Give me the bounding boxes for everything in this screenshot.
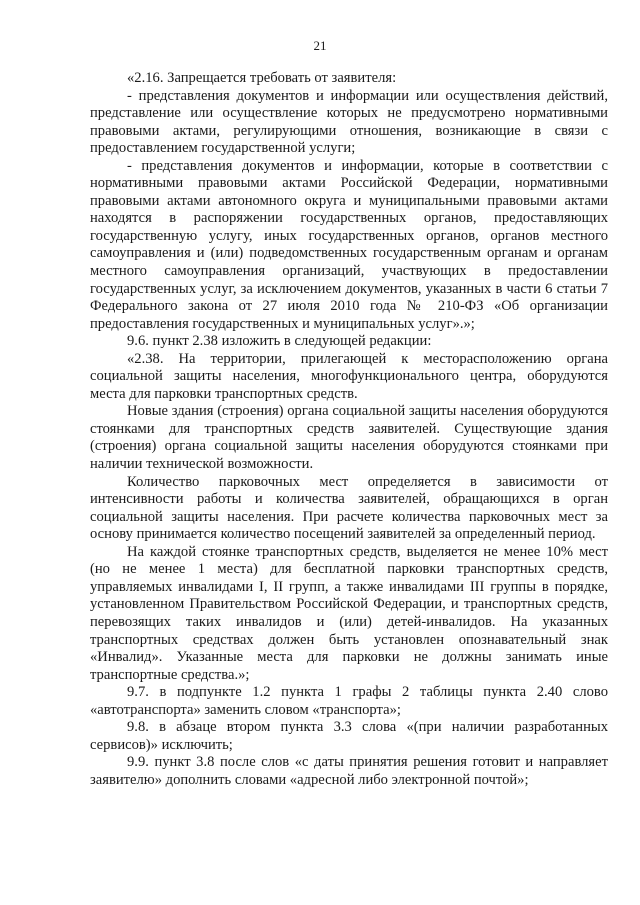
paragraph-9-9: 9.9. пункт 3.8 после слов «с даты принятия решения готовит и направляет заявителю» дополнить словами «адресной либо электронной почтой»;: [90, 754, 608, 788]
paragraph-disabled-parking: На каждой стоянке транспортных средств, выделяется не менее 10% мест (но не менее 1 места) для бесплатной парковки транспортных средств, управляемых инвалидами I, II групп, а также инвалидами III группы в порядке, установленном Правительством Российской Федерации, и транспортных средств, перевозящих таких инвалидов и (или) детей-инвалидов. На указанных транспортных средствах должен быть установлен опознавательный знак «Инвалид». Указанные места для парковки не должны занимать иные транспортные средства.»;: [90, 543, 608, 683]
paragraph-9-6: 9.6. пункт 2.38 изложить в следующей редакции:: [127, 333, 432, 350]
paragraph-dash-actions: - представления документов и информации или осуществления действий, представление или осуществление которых не предусмотрено нормативными правовыми актами, регулирующими отношения, возникающие в связи с предоставлением государственной услуги;: [90, 87, 608, 157]
paragraph-2-38: «2.38. На территории, прилегающей к месторасположению органа социальной защиты населения, многофункционального центра, оборудуются места для парковки транспортных средств.: [90, 350, 608, 402]
document-body: [90, 70, 608, 789]
paragraph-2-16-intro: «2.16. Запрещается требовать от заявителя:: [127, 70, 397, 86]
paragraph-new-buildings: Новые здания (строения) органа социальной защиты населения оборудуются стоянками для транспортных средств заявителей. Существующие здания (строения) органа социальной защиты населения оборудуются стоянками при наличии технической возможности.: [90, 403, 608, 473]
page-number: 21: [313, 38, 327, 53]
paragraph-9-7: 9.7. в подпункте 1.2 пункта 1 графы 2 таблицы пункта 2.40 слово «автотранспорта» заменить словом «транспорта»;: [90, 684, 608, 718]
paragraph-parking-count: Количество парковочных мест определяется в зависимости от интенсивности работы и количества заявителей, обращающихся в орган социальной защиты населения. При расчете количества парковочных мест за основу принимается количество посещений заявителей за определенный период.: [90, 473, 608, 543]
paragraph-dash-documents: - представления документов и информации, которые в соответствии с нормативными правовыми актами Российской Федерации, нормативными правовыми актами автономного округа и муниципальными правовыми актами находятся в распоряжении государственных органов, предоставляющих государственную услугу, иных государственных органов, органов местного самоуправления и (или) подведомственных государственным органам и органам местного самоуправления организаций, участвующих в предоставлении государственных услуг, за исключением документов, указанных в части 6 статьи 7 Федерального закона от 27 июля 2010 года № 210-ФЗ «Об организации предоставления государственных и муниципальных услуг».»;: [90, 157, 608, 332]
paragraph-9-8: 9.8. в абзаце втором пункта 3.3 слова «(при наличии разработанных сервисов)» исключить;: [90, 719, 608, 753]
